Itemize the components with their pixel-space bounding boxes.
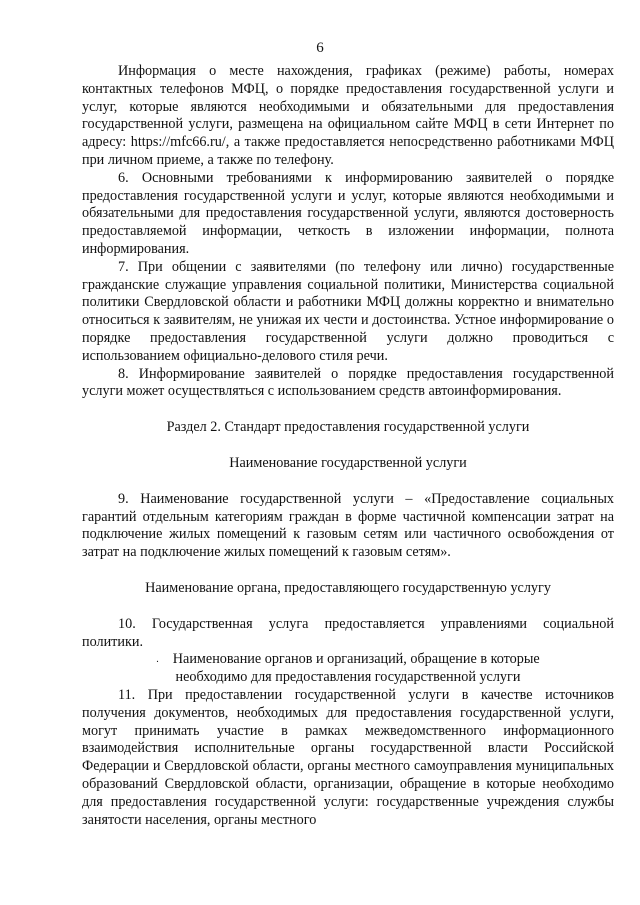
paragraph-8: 8. Информирование заявителей о порядке предоставления государственной услуги может осуществляться с использованием средств автоинформирования.	[82, 365, 614, 400]
paragraph-10: 10. Государственная услуга предоставляется управлениями социальной политики.	[82, 615, 614, 650]
organ-heading: Наименование органа, предоставляющего государственную услугу	[145, 579, 551, 596]
organs-heading-marker: .	[156, 654, 159, 666]
paragraph-7: 7. При общении с заявителями (по телефону или лично) государственные гражданские служащие управления социальной политики, Министерства социальной политики Свердловской области и работники МФЦ должны корректно и внимательно относиться к заявителям, не унижая их чести и достоинства. Устное информирование о порядке предоставления государственной услуги должно проводиться с использованием официально-делового стиля речи.	[82, 258, 614, 364]
section-2-heading: Раздел 2. Стандарт предоставления государственной услуги	[166, 419, 530, 436]
paragraph-9: 9. Наименование государственной услуги – «Предоставление социальных гарантий отдельным категориям граждан в форме частичной компенсации затрат на подключение жилых помещений к газовым сетям или частичного освобождения от затрат на подключение жилых помещений к газовым сетям».	[82, 490, 614, 561]
organs-heading-line-1-text: Наименование органов и организаций, обращение в которые	[172, 651, 540, 668]
paragraph-11: 11. При предоставлении государственной услуги в качестве источников получения документов, необходимых для предоставления государственной услуги, могут принимать участие в рамках межведомственного информационного взаимодействия исполнительные органы государственной власти Российской Федерации и Свердловской области, органы местного самоуправления муниципальных образований Свердловской области, организации, обращение в которые необходимо для предоставления государственной услуги: государственные учреждения службы занятости населения, органы местного	[82, 687, 614, 828]
paragraph-6: 6. Основными требованиями к информированию заявителей о порядке предоставления государственной услуги и услуг, которые являются необходимыми и обязательными для предоставления государственной услуги, являются достоверность предоставляемой информации, четкость в изложении информации, полнота информирования.	[82, 169, 614, 257]
service-name-heading: Наименование государственной услуги	[229, 454, 467, 471]
organs-heading-line-1	[82, 651, 614, 669]
organs-organizations-heading	[82, 651, 614, 687]
paragraph-info-mfc: Информация о месте нахождения, графиках (режиме) работы, номерах контактных телефонов МФЦ, о порядке предоставления государственной услуги и услуг, которые являются необходимыми и обязательными для предоставления государственной услуги, размещена на официальном сайте МФЦ в сети Интернет по адресу: https://mfc66.ru/, а также предоставляется непосредственно работниками МФЦ при личном приеме, а также по телефону.	[82, 63, 614, 168]
organs-heading-line-2: необходимо для предоставления государственной услуги	[175, 669, 521, 686]
document-body	[82, 63, 614, 829]
page-number: 6	[316, 40, 324, 56]
